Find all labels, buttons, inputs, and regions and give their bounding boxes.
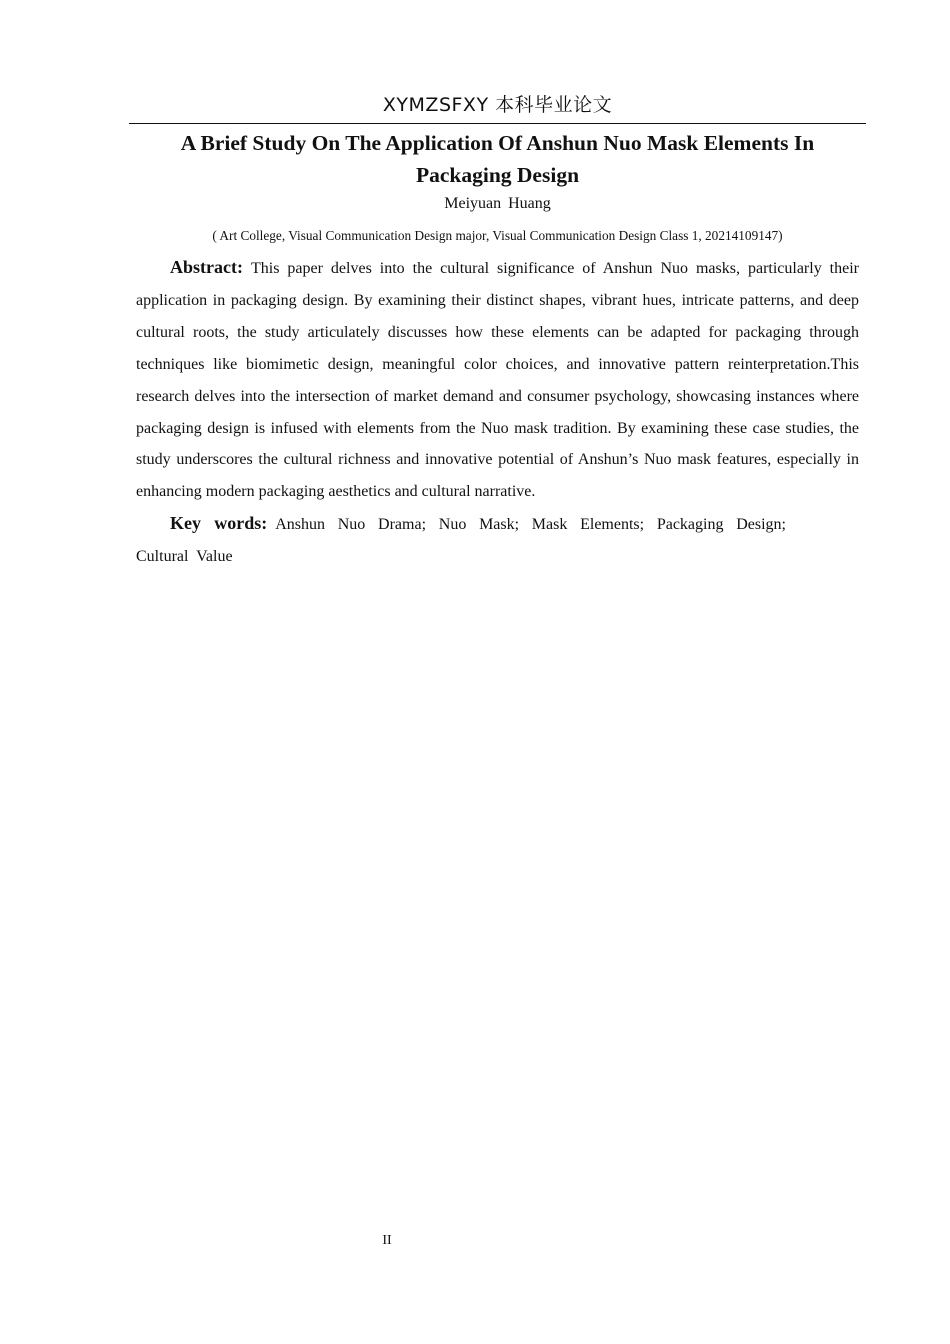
author-name: Meiyuan Huang xyxy=(444,195,551,212)
abstract-paragraph xyxy=(136,252,859,508)
keywords-text: Anshun Nuo Drama; Nuo Mask; Mask Elements; Packaging Design; Cultural Value xyxy=(136,516,786,565)
keywords-label: Key words: xyxy=(170,513,268,533)
running-header: XYMZSFXY 本科毕业论文 xyxy=(382,94,613,116)
header-divider xyxy=(129,123,866,124)
page-number: II xyxy=(382,1233,392,1248)
abstract-label: Abstract: xyxy=(170,257,243,277)
paper-title: A Brief Study On The Application Of Anshun Nuo Mask Elements In Packaging Design xyxy=(180,131,815,187)
abstract-text: This paper delves into the cultural significance of Anshun Nuo masks, particularly their application in packaging design. By examining their distinct shapes, vibrant hues, intricate patterns, and deep cultural roots, the study articulately discusses how these elements can be adapted for packaging through techniques like biomimetic design, meaningful color choices, and innovative pattern reinterpretation.This research delves into the intersection of market demand and consumer psychology, showcasing instances where packaging design is infused with elements from the Nuo mask tradition. By examining these case studies, the study underscores the cultural richness and innovative potential of Anshun’s Nuo mask features, especially in enhancing modern packaging aesthetics and cultural narrative. xyxy=(136,260,859,501)
keywords-paragraph xyxy=(136,508,786,572)
author-affiliation: ( Art College, Visual Communication Design major, Visual Communication Design Class 1, 20214109147) xyxy=(212,228,783,243)
